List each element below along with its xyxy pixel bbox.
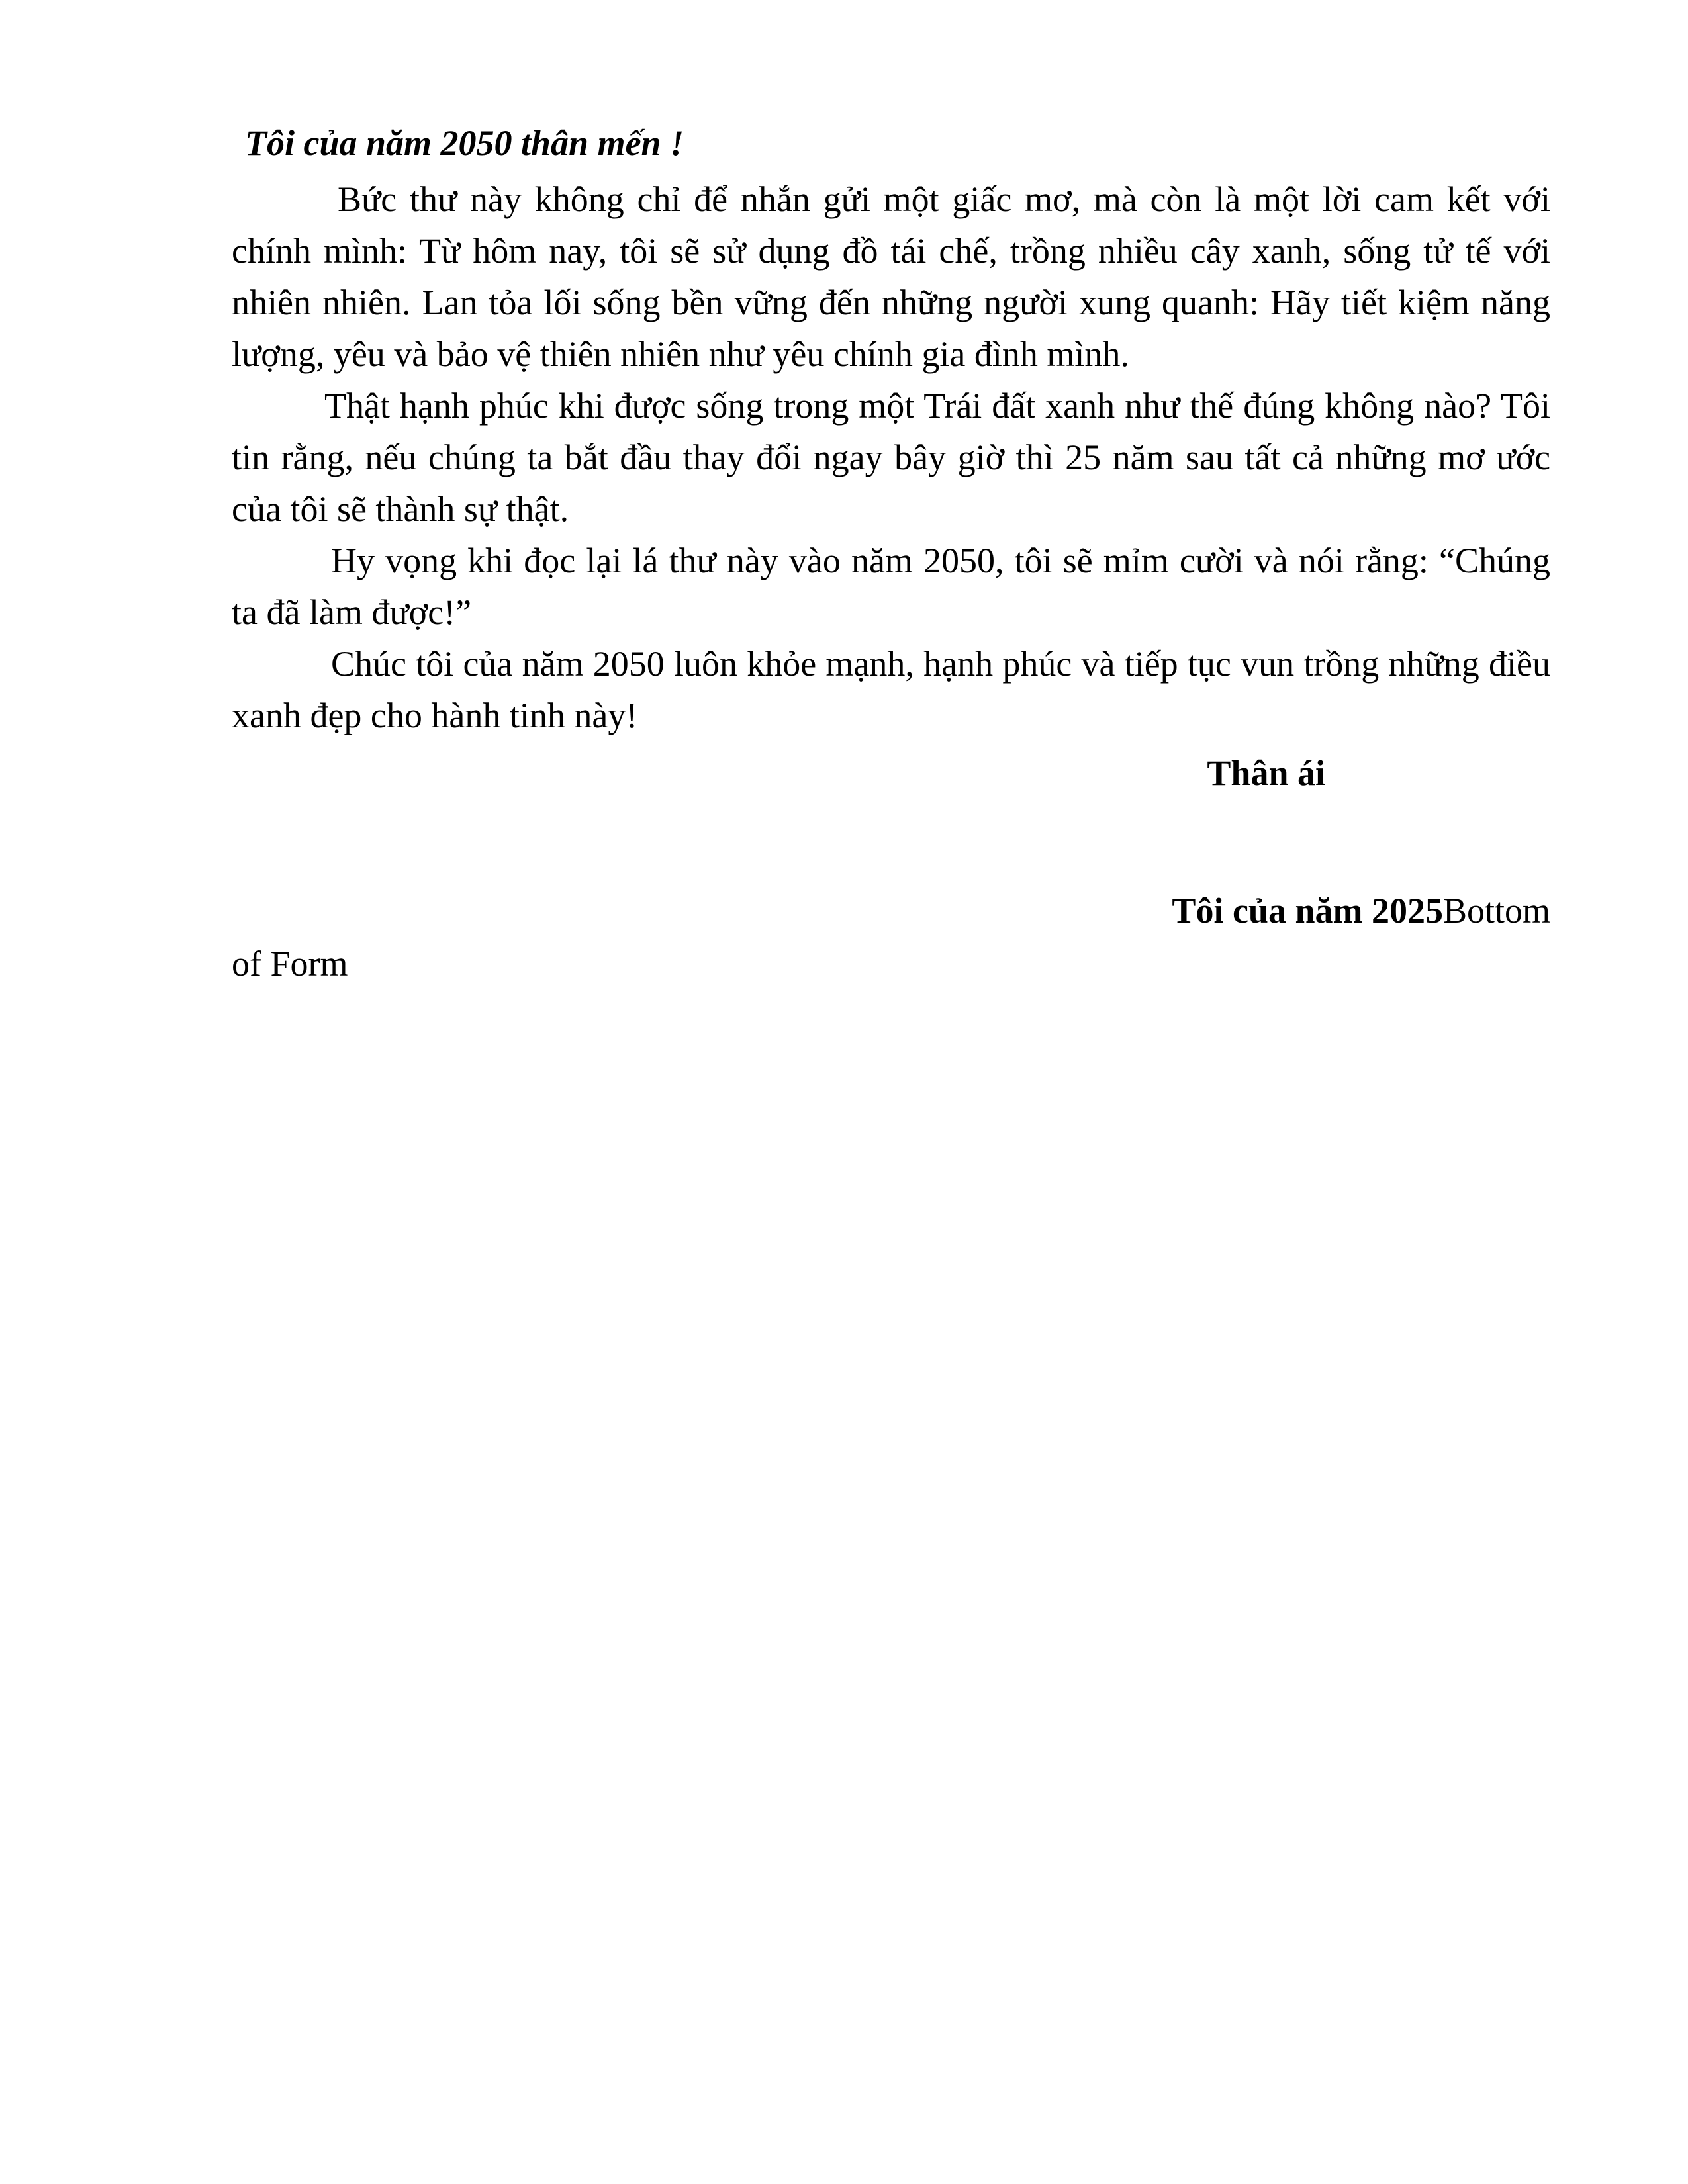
form-marker-end: of Form — [232, 944, 348, 983]
letter-salutation: Tôi của năm 2050 thân mến ! — [245, 123, 684, 163]
signature-spacer — [232, 805, 1550, 884]
letter-closing: Thân ái — [1207, 753, 1325, 793]
signature-line — [232, 884, 1550, 937]
letter-paragraph-wish: Chúc tôi của năm 2050 luôn khỏe mạnh, hạnh phúc và tiếp tục vun trồng những điều xanh đẹp cho hành tinh này! — [232, 644, 1550, 735]
letter-paragraph-happiness: Thật hạnh phúc khi được sống trong một Trái đất xanh như thế đúng không nào? Tôi tin rằng, nếu chúng ta bắt đầu thay đổi ngay bây giờ thì 25 năm sau tất cả những mơ ước của tôi sẽ thành sự thật. — [232, 386, 1550, 529]
form-marker-start: Bottom — [1442, 891, 1550, 931]
letter-paragraph-hope: Hy vọng khi đọc lại lá thư này vào năm 2050, tôi sẽ mỉm cười và nói rằng: “Chúng ta đã làm được!” — [232, 541, 1550, 632]
letter-body — [232, 113, 1550, 990]
letter-signature: Tôi của năm 2025 — [1172, 891, 1443, 931]
letter-paragraph-commitment: Bức thư này không chỉ để nhắn gửi một giấc mơ, mà còn là một lời cam kết với chính mình: Từ hôm nay, tôi sẽ sử dụng đồ tái chế, trồng nhiều cây xanh, sống tử tế với nhiên nhiên. Lan tỏa lối sống bền vững đến những người xung quanh: Hãy tiết kiệm năng lượng, yêu và bảo vệ thiên nhiên như yêu chính gia đình mình. — [232, 179, 1550, 374]
